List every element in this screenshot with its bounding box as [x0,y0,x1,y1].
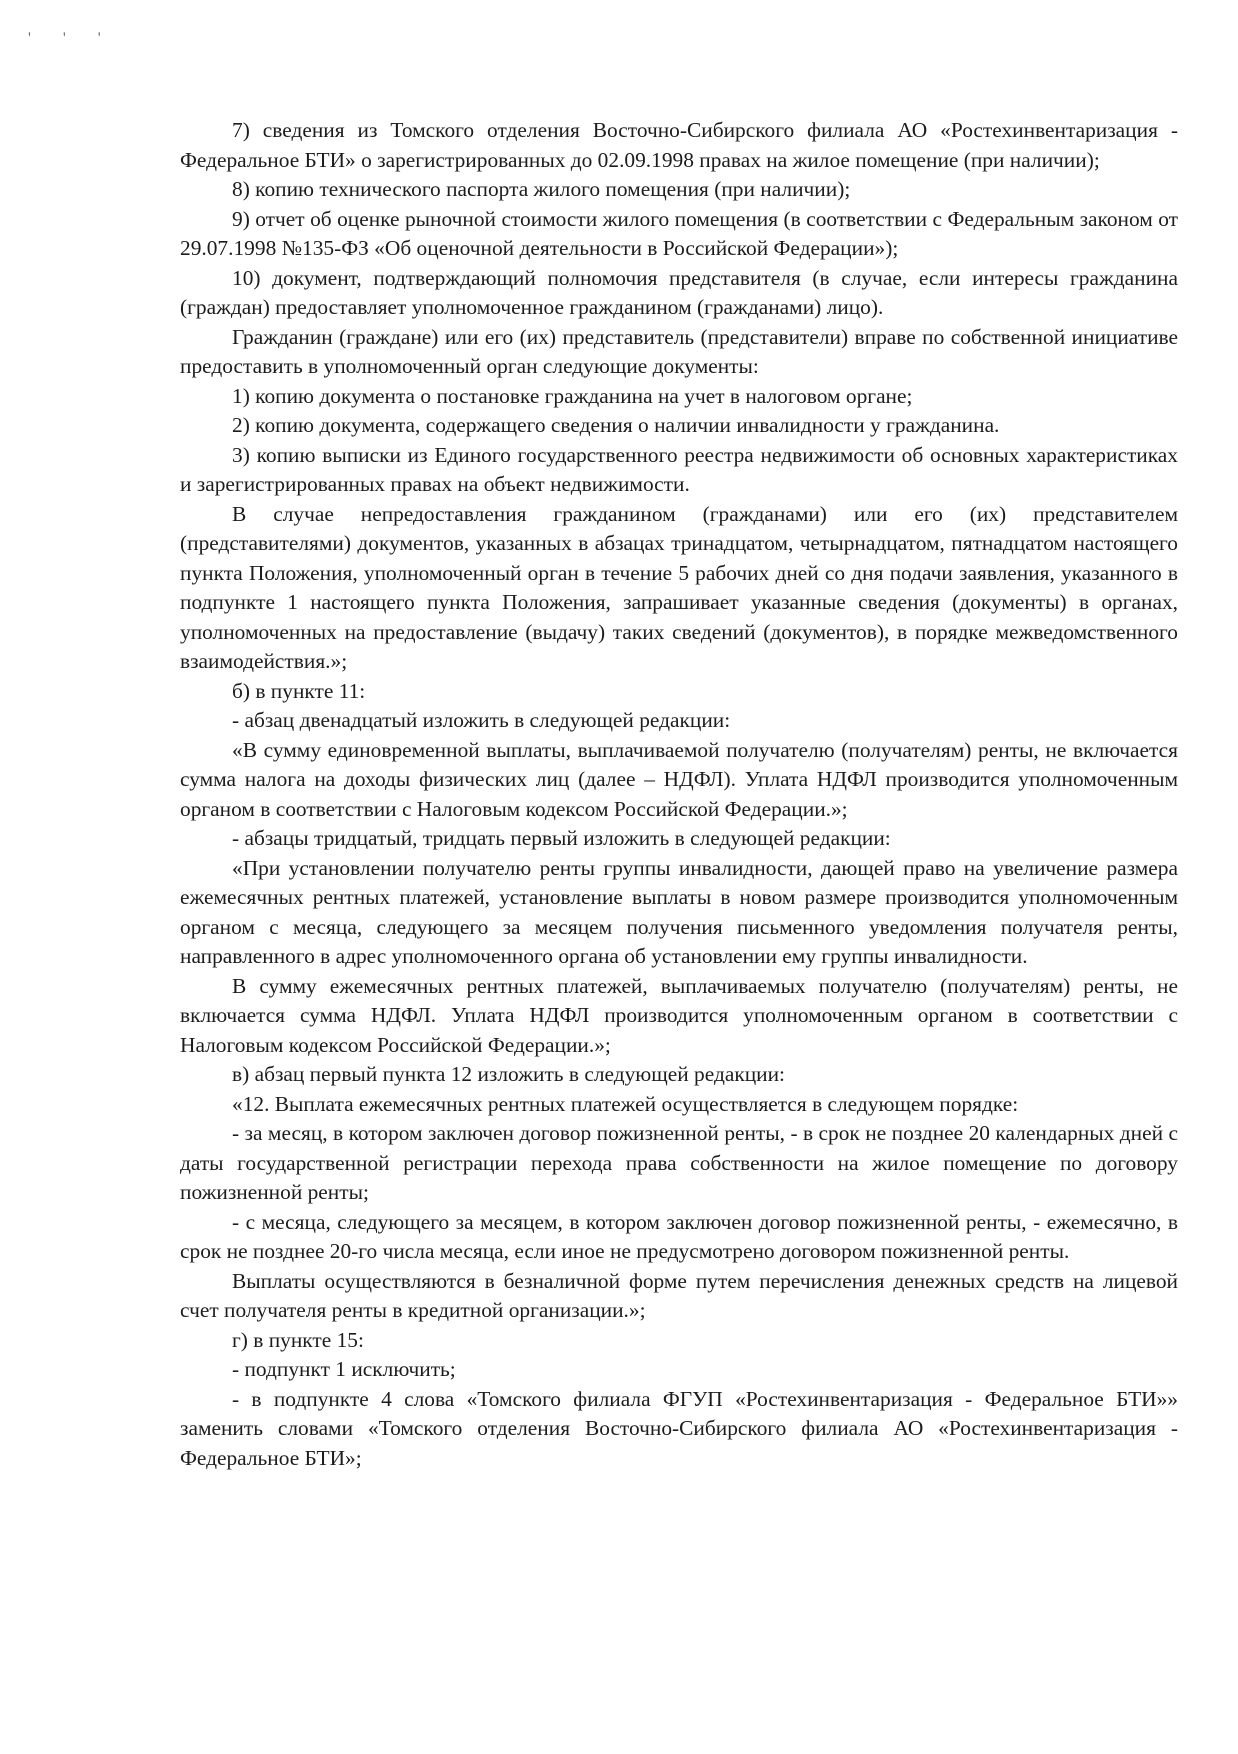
paragraph-lump-sum-ndfl: «В сумму единовременной выплаты, выплачиваемой получателю (получателям) ренты, не включается сумма налога на доходы физических лиц (далее – НДФЛ). Уплата НДФЛ производится уполномоченным органом в соответствии с Налоговым кодексом Российской Федерации.»; [180,737,1178,821]
paragraph-cashless-payments: Выплаты осуществляются в безналичной форме путем перечисления денежных средств на лицевой счет получателя ренты в кредитной организации.»; [180,1268,1178,1322]
paragraph-optional-doc-1: 1) копию документа о постановке гражданина на учет в налоговом органе; [232,383,913,408]
scan-corner-marks: ' ' ' [28,30,115,47]
paragraph-monthly-ndfl: В сумму ежемесячных рентных платежей, выплачиваемых получателю (получателям) ренты, не включается сумма НДФЛ. Уплата НДФЛ производится уполномоченным органом в соответствии с Налоговым кодексом Российской Федерации.»; [180,973,1178,1057]
paragraph-interagency-request: В случае непредоставления гражданином (гражданами) или его (их) представителем (представителями) документов, указанных в абзацах тринадцатом, четырнадцатом, пятнадцатом настоящего пункта Положения, уполномоченный орган в течение 5 рабочих дней со дня подачи заявления, указанного в подпункте 1 настоящего пункта Положения, запрашивает указанные сведения (документы) в органах, уполномоченных на предоставление (выдачу) таких сведений (документов), в порядке межведомственного взаимодействия.»; [180,501,1178,673]
paragraph-abzac-12: - абзац двенадцатый изложить в следующей редакции: [232,708,731,732]
paragraph-item-9: 9) отчет об оценке рыночной стоимости жилого помещения (в соответствии с Федеральным законом от 29.07.1998 №135-ФЗ «Об оценочной деятельности в Российской Федерации»); [180,206,1178,260]
paragraph-item-12-order: «12. Выплата ежемесячных рентных платежей осуществляется в следующем порядке: [232,1091,1019,1116]
paragraph-item-10: 10) документ, подтверждающий полномочия представителя (в случае, если интересы гражданина (граждан) предоставляет уполномоченное гражданином (гражданами) лицо). [180,265,1178,319]
paragraph-subitem-g: г) в пункте 15: [232,1327,364,1352]
paragraph-optional-doc-3: 3) копию выписки из Единого государственного реестра недвижимости об основных характеристиках и зарегистрированных правах на объект недвижимости. [180,442,1178,496]
paragraph-exclude-subitem-1: - подпункт 1 исключить; [232,1357,456,1381]
paragraph-optional-docs-intro: Гражданин (граждане) или его (их) представитель (представители) вправе по собственной инициативе предоставить в уполномоченный орган следующие документы: [180,324,1178,378]
paragraph-item-7: 7) сведения из Томского отделения Восточно-Сибирского филиала АО «Ростехинвентаризация - Федеральное БТИ» о зарегистрированных до 02.09.1998 правах на жилое помещение (при наличии); [180,118,1178,172]
paragraph-monthly-payment: - с месяца, следующего за месяцем, в котором заключен договор пожизненной ренты, - ежемесячно, в срок не позднее 20-го числа месяца, если иное не предусмотрено договором пожизненной ренты. [180,1209,1178,1263]
document-body [180,116,1178,1473]
paragraph-abzac-30-31: - абзацы тридцатый, тридцать первый изложить в следующей редакции: [232,826,891,850]
paragraph-optional-doc-2: 2) копию документа, содержащего сведения о наличии инвалидности у гражданина. [232,413,1000,437]
paragraph-disability-group: «При установлении получателю ренты группы инвалидности, дающей право на увеличение размера ежемесячных рентных платежей, установление выплаты в новом размере производится уполномоченным органом с месяца, следующего за месяцем получения письменного уведомления получателя ренты, направленного в адрес уполномоченного органа об установлении ему группы инвалидности. [180,855,1178,968]
paragraph-subitem-v: в) абзац первый пункта 12 изложить в следующей редакции: [232,1062,786,1086]
paragraph-subitem-b: б) в пункте 11: [232,678,366,703]
paragraph-item-8: 8) копию технического паспорта жилого помещения (при наличии); [232,177,851,201]
paragraph-replace-words: - в подпункте 4 слова «Томского филиала ФГУП «Ростехинвентаризация - Федеральное БТИ»» заменить словами «Томского отделения Восточно-Сибирского филиала АО «Ростехинвентаризация - Федеральное БТИ»; [180,1386,1178,1470]
paragraph-first-month-payment: - за месяц, в котором заключен договор пожизненной ренты, - в срок не позднее 20 календарных дней с даты государственной регистрации перехода права собственности на жилое помещение по договору пожизненной ренты; [180,1121,1178,1204]
